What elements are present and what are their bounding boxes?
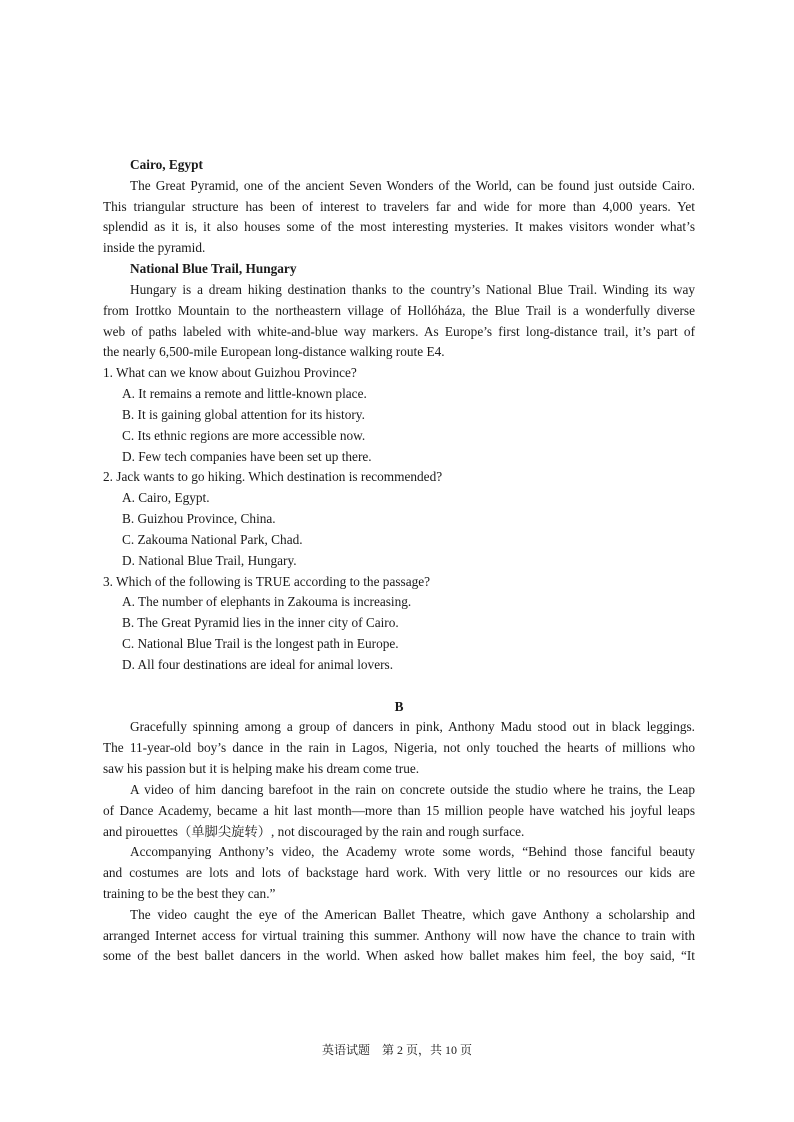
paragraph-line: some of the best ballet dancers in the world. When asked how ballet makes him feel, the boy said, “It: [103, 948, 695, 964]
paragraph-line: splendid as it is, it also houses some of the most interesting mysteries. It makes visitors wonder what’s: [103, 219, 695, 235]
answer-option: D. Few tech companies have been set up there.: [122, 448, 372, 464]
paragraph-line: saw his passion but it is helping make his dream come true.: [103, 761, 420, 777]
paragraph-line: training to be the best they can.”: [103, 885, 276, 901]
document-body: [103, 155, 695, 967]
paragraph-line: inside the pyramid.: [103, 240, 206, 256]
paragraph-line: A video of him dancing barefoot in the rain on concrete outside the studio where he trains, the Leap: [130, 781, 695, 797]
paragraph-line: and costumes are lots and lots of backstage hard work. With very little or no resources our kids are: [103, 865, 695, 881]
paragraph-line: Accompanying Anthony’s video, the Academy wrote some words, “Behind those fanciful beauty: [130, 844, 695, 860]
paragraph-line: This triangular structure has been of interest to travelers far and wide for more than 4,000 years. Yet: [103, 198, 695, 214]
answer-option: D. All four destinations are ideal for animal lovers.: [122, 656, 394, 672]
question-stem: 3. Which of the following is TRUE according to the passage?: [103, 573, 431, 589]
paragraph-line: The 11-year-old boy’s dance in the rain in Lagos, Nigeria, not only touched the hearts of millions who: [103, 740, 695, 756]
answer-option: B. Guizhou Province, China.: [122, 511, 276, 527]
paragraph-line: The Great Pyramid, one of the ancient Seven Wonders of the World, can be found just outside Cairo.: [130, 177, 695, 193]
answer-option: C. National Blue Trail is the longest path in Europe.: [122, 636, 399, 652]
paragraph-line: and pirouettes（单脚尖旋转）, not discouraged by the rain and rough surface.: [103, 823, 525, 839]
answer-option: B. The Great Pyramid lies in the inner city of Cairo.: [122, 615, 399, 631]
paragraph-line: web of paths labeled with white-and-blue way markers. As Europe’s first long-distance trail, it’s part of: [103, 323, 695, 339]
page-footer: 英语试题 第 2 页，共 10 页: [321, 1043, 472, 1057]
paragraph-line: the nearly 6,500-mile European long-distance walking route E4.: [103, 344, 445, 360]
section-heading: National Blue Trail, Hungary: [130, 261, 297, 277]
paragraph-line: Hungary is a dream hiking destination thanks to the country’s National Blue Trail. Winding its way: [130, 281, 695, 297]
section-heading: Cairo, Egypt: [130, 157, 203, 172]
answer-option: C. Its ethnic regions are more accessible now.: [122, 427, 366, 443]
answer-option: A. It remains a remote and little-known place.: [122, 386, 367, 402]
answer-option: A. The number of elephants in Zakouma is increasing.: [122, 594, 412, 610]
paragraph-line: Gracefully spinning among a group of dancers in pink, Anthony Madu stood out in black leggings.: [130, 719, 695, 735]
paragraph-line: arranged Internet access for virtual training this summer. Anthony will now have the chance to train with: [103, 927, 695, 943]
question-stem: 1. What can we know about Guizhou Province?: [103, 365, 357, 381]
answer-option: A. Cairo, Egypt.: [122, 490, 210, 506]
paragraph-line: from Irottko Mountain to the northeastern village of Hollóháza, the Blue Trail is a wonderfully diverse: [103, 302, 695, 318]
question-stem: 2. Jack wants to go hiking. Which destination is recommended?: [103, 469, 443, 485]
paragraph-line: of Dance Academy, became a hit last month—more than 15 million people have watched his joyful leaps: [103, 802, 695, 818]
answer-option: D. National Blue Trail, Hungary.: [122, 552, 297, 568]
paragraph-line: The video caught the eye of the American Ballet Theatre, which gave Anthony a scholarship and: [130, 906, 695, 922]
answer-option: B. It is gaining global attention for its history.: [122, 406, 365, 422]
answer-option: C. Zakouma National Park, Chad.: [122, 531, 303, 547]
passage-label: B: [394, 698, 404, 714]
